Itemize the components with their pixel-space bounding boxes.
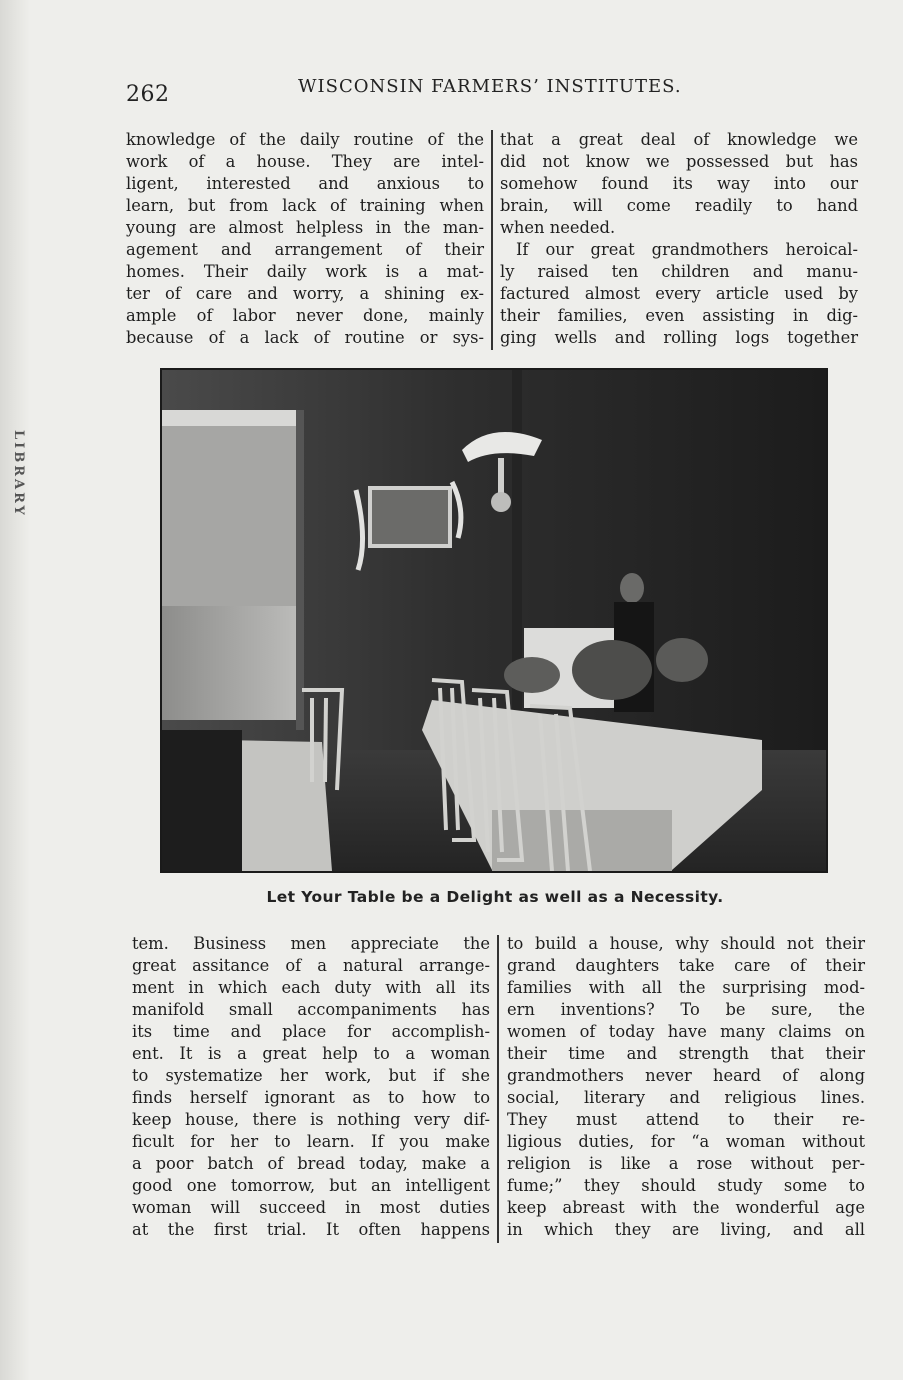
text-line: a poor batch of bread today, make a bbox=[132, 1154, 490, 1173]
text-line: did not know we possessed but has bbox=[500, 152, 858, 171]
text-line: that a great deal of knowledge we bbox=[500, 130, 858, 149]
column-divider bbox=[491, 130, 493, 350]
page-number: 262 bbox=[126, 82, 170, 107]
text-line: ligent, interested and anxious to bbox=[126, 174, 484, 193]
text-line: homes. Their daily work is a mat- bbox=[126, 262, 484, 281]
text-line: ern inventions? To be sure, the bbox=[507, 1000, 865, 1019]
text-line: finds herself ignorant as to how to bbox=[132, 1088, 490, 1107]
bottom-left-column bbox=[132, 933, 490, 1241]
text-line: social, literary and religious lines. bbox=[507, 1088, 865, 1107]
text-line: ging wells and rolling logs together bbox=[500, 328, 858, 347]
page-binding-edge bbox=[0, 0, 30, 1380]
text-line: ficult for her to learn. If you make bbox=[132, 1132, 490, 1151]
text-line: ment in which each duty with all its bbox=[132, 978, 490, 997]
column-divider bbox=[497, 935, 499, 1243]
text-line: to build a house, why should not their bbox=[507, 934, 865, 953]
text-line: fume;” they should study some to bbox=[507, 1176, 865, 1195]
text-line: keep house, there is nothing very dif- bbox=[132, 1110, 490, 1129]
text-line: good one tomorrow, but an intelligent bbox=[132, 1176, 490, 1195]
text-line: If our great grandmothers heroical- bbox=[516, 240, 858, 259]
text-line: families with all the surprising mod- bbox=[507, 978, 865, 997]
dining-room-illustration bbox=[162, 370, 826, 871]
text-line: their families, even assisting in dig- bbox=[500, 306, 858, 325]
text-line: tem. Business men appreciate the bbox=[132, 934, 490, 953]
text-line: agement and arrangement of their bbox=[126, 240, 484, 259]
text-line: when needed. bbox=[500, 218, 616, 237]
top-right-column bbox=[500, 129, 858, 349]
dining-room-photo bbox=[160, 368, 828, 873]
text-line: somehow found its way into our bbox=[500, 174, 858, 193]
top-left-column bbox=[126, 129, 484, 349]
text-line: grandmothers never heard of along bbox=[507, 1066, 865, 1085]
text-line: factured almost every article used by bbox=[500, 284, 858, 303]
text-line: knowledge of the daily routine of the bbox=[126, 130, 484, 149]
text-line: grand daughters take care of their bbox=[507, 956, 865, 975]
text-line: ter of care and worry, a shining ex- bbox=[126, 284, 484, 303]
text-line: keep abreast with the wonderful age bbox=[507, 1198, 865, 1217]
text-line: ent. It is a great help to a woman bbox=[132, 1044, 490, 1063]
text-line: at the first trial. It often happens bbox=[132, 1220, 490, 1239]
text-line: brain, will come readily to hand bbox=[500, 196, 858, 215]
text-line: woman will succeed in most duties bbox=[132, 1198, 490, 1217]
text-line: They must attend to their re- bbox=[507, 1110, 865, 1129]
text-line: religion is like a rose without per- bbox=[507, 1154, 865, 1173]
text-line: in which they are living, and all bbox=[507, 1220, 865, 1239]
library-stamp: LIBRARY bbox=[11, 430, 26, 518]
text-line: their time and strength that their bbox=[507, 1044, 865, 1063]
text-line: young are almost helpless in the man- bbox=[126, 218, 484, 237]
text-line: work of a house. They are intel- bbox=[126, 152, 484, 171]
text-line: learn, but from lack of training when bbox=[126, 196, 484, 215]
bottom-right-column bbox=[507, 933, 865, 1241]
text-line: great assitance of a natural arrange- bbox=[132, 956, 490, 975]
text-line: because of a lack of routine or sys- bbox=[126, 328, 484, 347]
text-line: to systematize her work, but if she bbox=[132, 1066, 490, 1085]
running-head: WISCONSIN FARMERS’ INSTITUTES. bbox=[298, 76, 682, 97]
text-line: manifold small accompaniments has bbox=[132, 1000, 490, 1019]
text-line: ligious duties, for “a woman without bbox=[507, 1132, 865, 1151]
figure-caption: Let Your Table be a Delight as well as a Necessity. bbox=[266, 888, 724, 906]
text-line: its time and place for accomplish- bbox=[132, 1022, 490, 1041]
text-line: ly raised ten children and manu- bbox=[500, 262, 858, 281]
text-line: ample of labor never done, mainly bbox=[126, 306, 484, 325]
text-line: women of today have many claims on bbox=[507, 1022, 865, 1041]
